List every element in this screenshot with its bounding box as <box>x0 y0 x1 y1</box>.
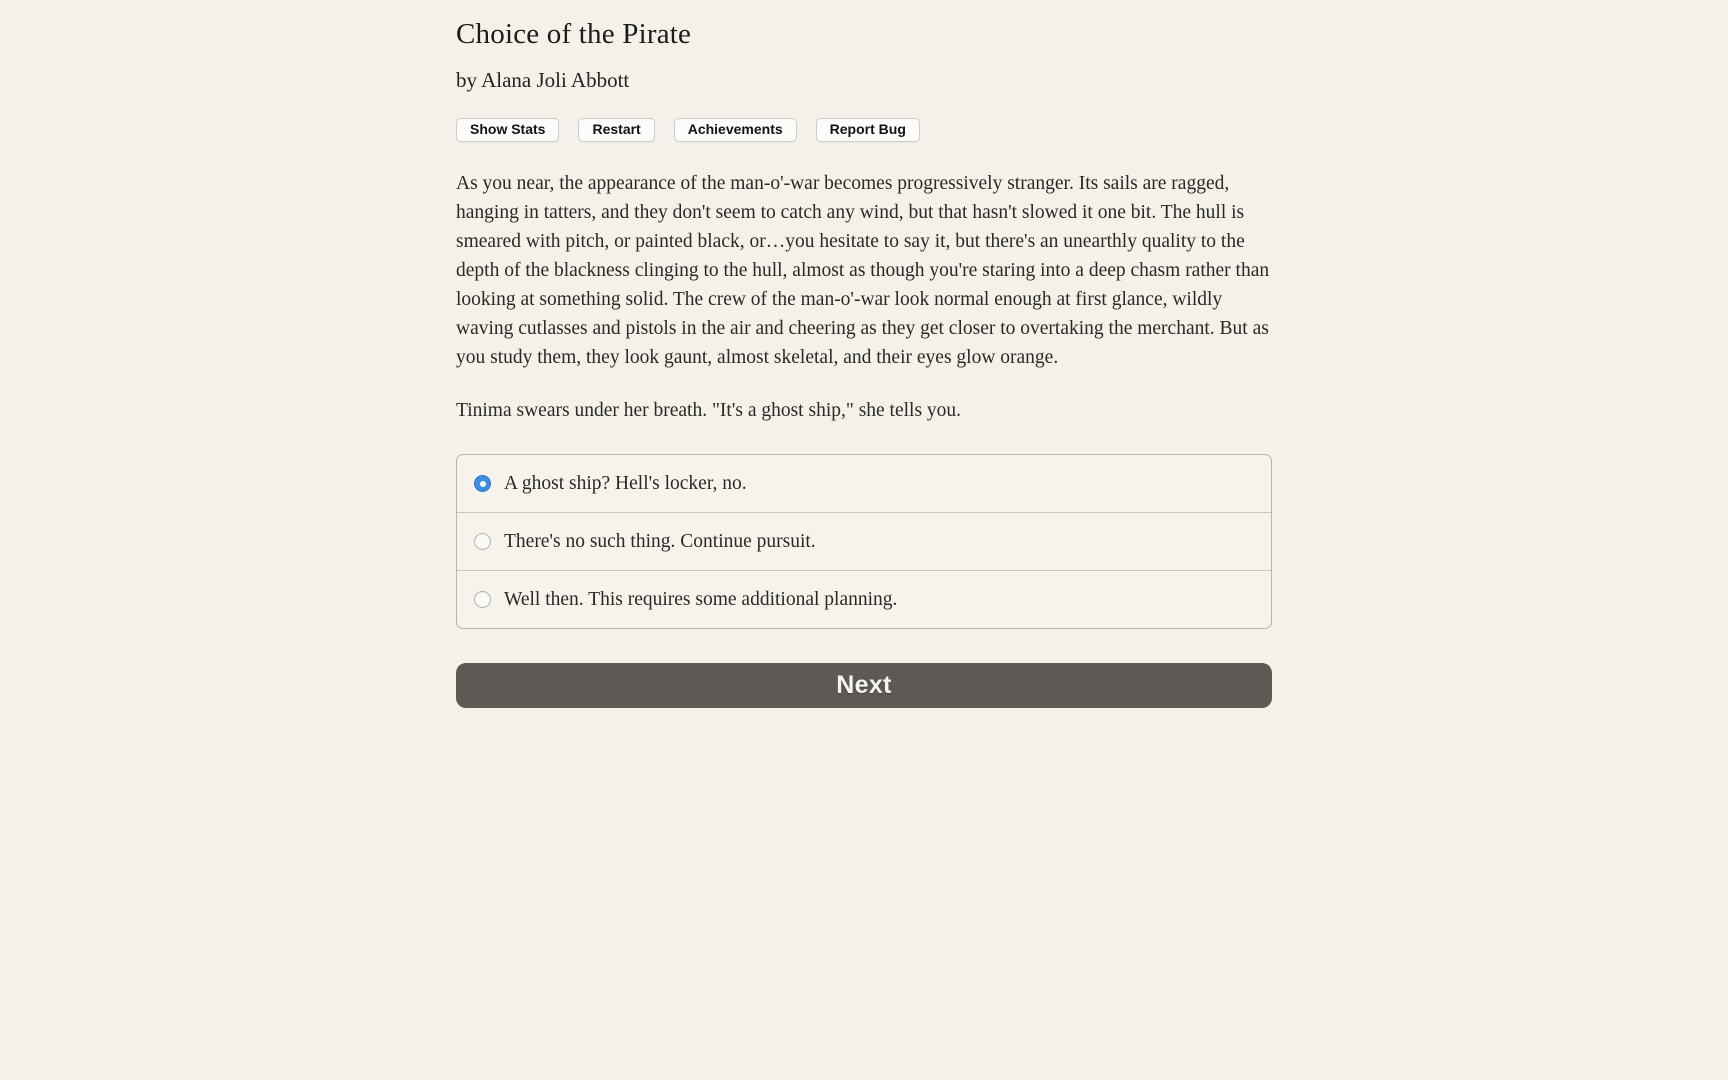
game-content <box>456 16 1272 708</box>
report-bug-button[interactable]: Report Bug <box>816 118 920 142</box>
story-paragraph: Tinima swears under her breath. "It's a ghost ship," she tells you. <box>456 400 962 421</box>
author-byline: by Alana Joli Abbott <box>456 68 630 92</box>
restart-button[interactable]: Restart <box>578 118 654 142</box>
choice-option-label: A ghost ship? Hell's locker, no. <box>504 473 747 494</box>
next-button[interactable]: Next <box>456 663 1272 708</box>
show-stats-button[interactable]: Show Stats <box>456 118 559 142</box>
page-title: Choice of the Pirate <box>456 18 692 50</box>
achievements-button[interactable]: Achievements <box>674 118 797 142</box>
story-paragraph: As you near, the appearance of the man-o'-war becomes progressively stranger. Its sails are ragged, hanging in tatters, and they don't seem to catch any wind, but that hasn't slowed it one bit. The hull is smeared with pitch, or painted black, or…you hesitate to say it, but there's an unearthly quality to the depth of the blackness clinging to the hull, almost as though you're staring into a deep chasm rather than looking at something solid. The crew of the man-o'-war look normal enough at first glance, wildly waving cutlasses and pistols in the air and cheering as they get closer to overtaking the merchant. But as you study them, they look gaunt, almost skeletal, and their eyes glow orange. <box>456 173 1270 368</box>
choice-option-label: Well then. This requires some additional planning. <box>504 589 898 610</box>
choice-option-2[interactable] <box>457 512 1271 570</box>
choice-option-3[interactable] <box>457 570 1271 628</box>
choice-option-1[interactable] <box>457 455 1271 512</box>
radio-selected-icon[interactable] <box>474 475 491 492</box>
choice-option-label: There's no such thing. Continue pursuit. <box>504 531 816 552</box>
radio-unselected-icon[interactable] <box>474 591 491 608</box>
story-text <box>456 169 1272 425</box>
radio-unselected-icon[interactable] <box>474 533 491 550</box>
choice-group <box>456 454 1272 629</box>
toolbar <box>456 118 1272 142</box>
